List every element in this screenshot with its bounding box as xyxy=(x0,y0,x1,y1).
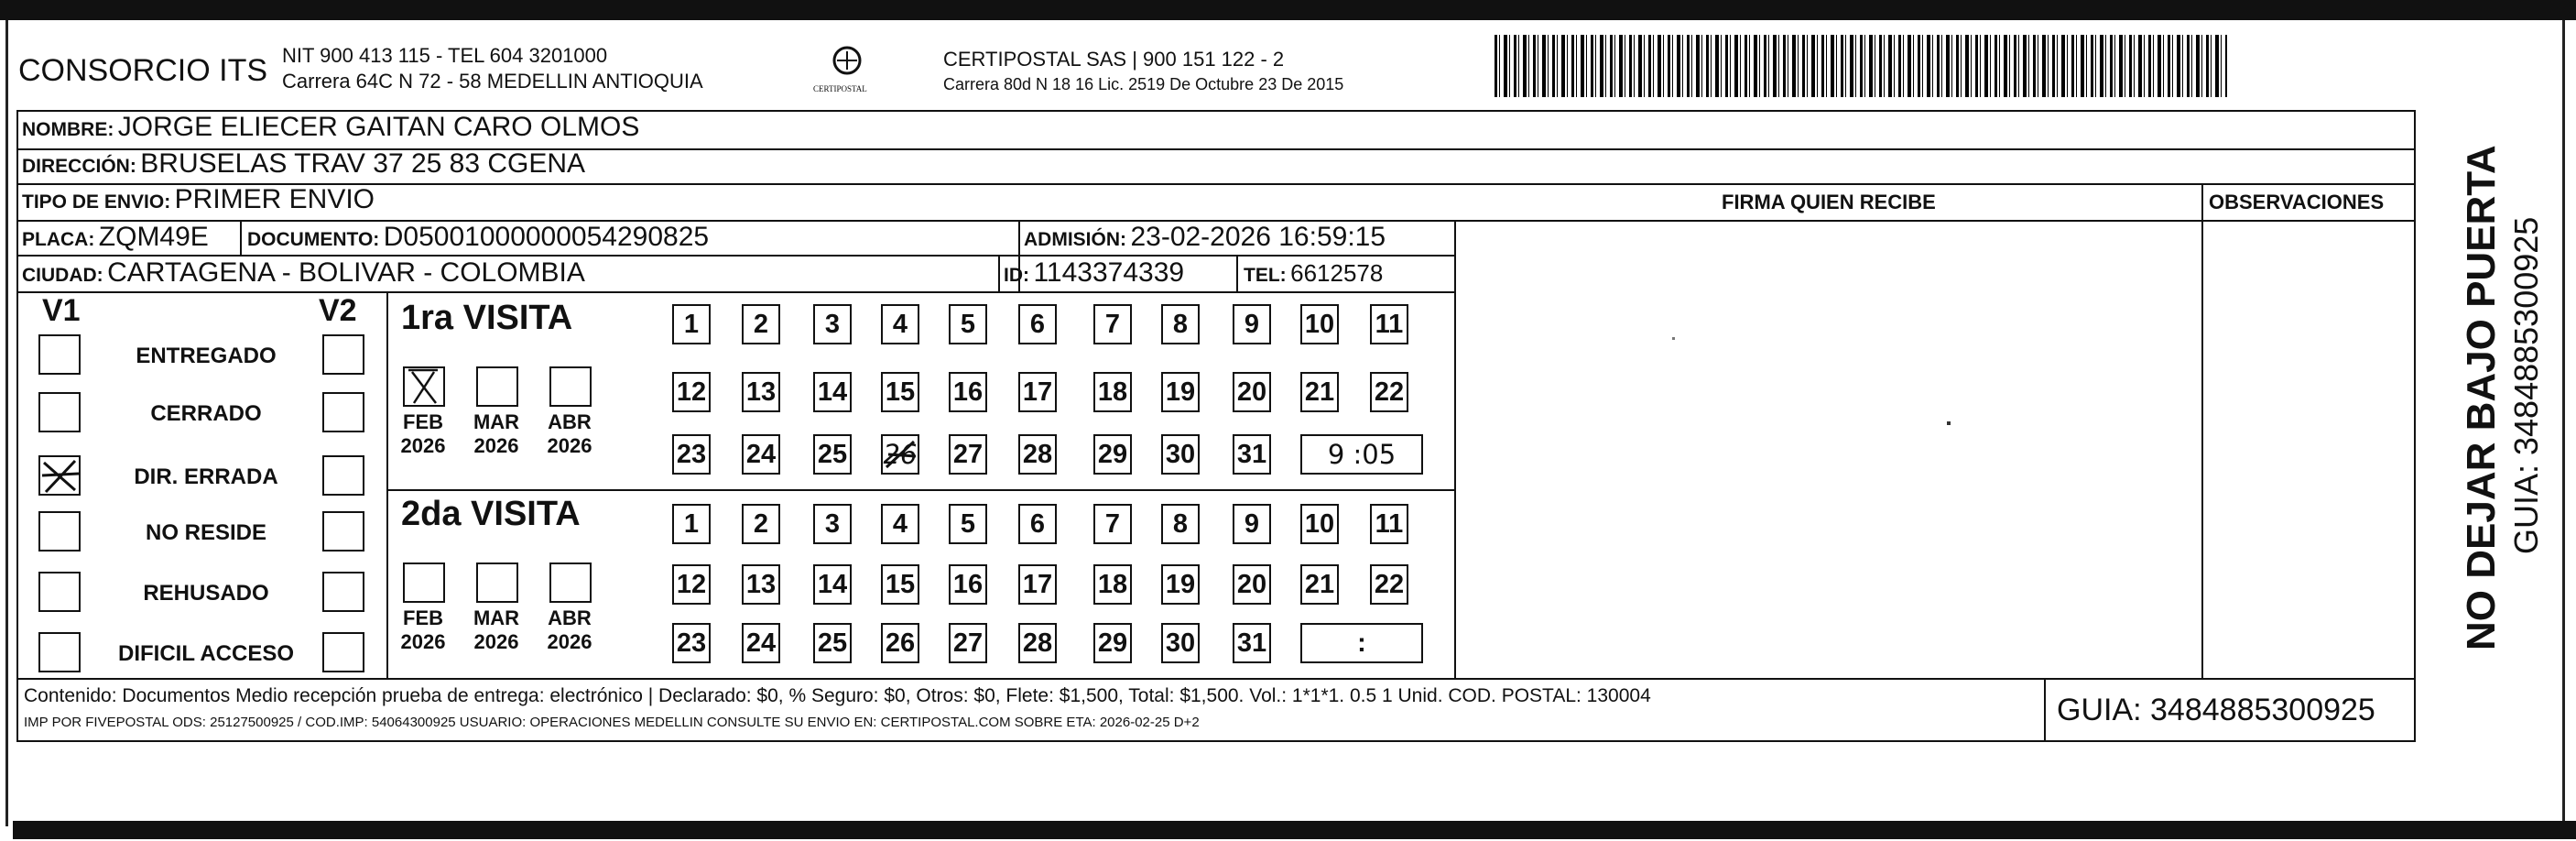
day-number: 21 xyxy=(1304,569,1335,599)
stray-mark xyxy=(1672,337,1675,340)
day-cell[interactable] xyxy=(881,434,919,475)
observaciones-label: OBSERVACIONES xyxy=(2209,191,2385,213)
day-cell[interactable] xyxy=(742,434,780,475)
day-number: 7 xyxy=(1104,309,1121,339)
day-cell[interactable] xyxy=(1370,304,1408,344)
row-line xyxy=(16,183,2416,185)
day-number: 16 xyxy=(952,569,984,599)
day-number: 31 xyxy=(1236,439,1267,469)
day-cell[interactable] xyxy=(1093,504,1132,544)
col-line xyxy=(2044,680,2046,742)
col-line xyxy=(240,220,242,255)
time-value: : xyxy=(1357,628,1366,658)
direccion-label: DIRECCIÓN: xyxy=(22,156,136,177)
day-cell[interactable] xyxy=(881,623,919,663)
v1-checkbox[interactable] xyxy=(38,632,81,672)
carrier-address: Carrera 80d N 18 16 Lic. 2519 De Octubre 23 De 2015 xyxy=(943,75,1344,93)
day-number: 24 xyxy=(745,628,777,658)
day-cell[interactable] xyxy=(1093,623,1132,663)
col-line xyxy=(1236,255,1238,291)
month-label xyxy=(469,410,524,458)
day-number: 9 xyxy=(1244,508,1260,539)
day-cell[interactable] xyxy=(1093,372,1132,412)
col-line xyxy=(2201,183,2203,678)
day-number: 2 xyxy=(753,508,769,539)
day-number: 6 xyxy=(1029,309,1046,339)
form-frame xyxy=(16,110,2416,742)
day-number: 17 xyxy=(1022,569,1053,599)
day-cell[interactable] xyxy=(1233,564,1271,605)
day-cell[interactable] xyxy=(672,304,711,344)
day-number: 22 xyxy=(1374,569,1405,599)
day-number: 12 xyxy=(676,377,707,407)
day-cell[interactable] xyxy=(1370,504,1408,544)
footer-contenido: Contenido: Documentos Medio recepción prueba de entrega: electrónico | Declarado: $0, % Seguro: $0, Otros: $0, Flete: $1,500, Total: $1,500. Vol.: 1*1*1. 0.5 1 Unid. COD. POSTAL: 130004 xyxy=(24,685,1651,706)
day-number: 3 xyxy=(824,309,841,339)
month-year: 2026 xyxy=(473,434,519,457)
day-number: 19 xyxy=(1165,569,1196,599)
day-number: 7 xyxy=(1104,508,1121,539)
v1-checkbox[interactable] xyxy=(38,455,81,496)
row-line xyxy=(16,255,1456,257)
col-line xyxy=(386,291,388,678)
month-label xyxy=(542,606,597,654)
day-number: 20 xyxy=(1236,377,1267,407)
v2-label: V2 xyxy=(319,293,357,328)
day-cell[interactable] xyxy=(742,304,780,344)
side-guia: GUIA: 3484885300925 xyxy=(2507,216,2545,554)
col-line xyxy=(2414,110,2416,742)
day-cell[interactable] xyxy=(1018,564,1057,605)
day-cell[interactable] xyxy=(949,372,987,412)
day-cell[interactable] xyxy=(672,372,711,412)
day-cell[interactable] xyxy=(742,623,780,663)
day-cell[interactable] xyxy=(742,564,780,605)
day-cell[interactable] xyxy=(742,372,780,412)
day-cell[interactable] xyxy=(1300,564,1339,605)
tel-value: 6612578 xyxy=(1290,259,1384,287)
day-number: 13 xyxy=(745,377,777,407)
day-number: 1 xyxy=(683,508,700,539)
col-line xyxy=(1454,220,1456,678)
day-cell[interactable] xyxy=(881,504,919,544)
day-number: 15 xyxy=(885,377,916,407)
day-cell[interactable] xyxy=(1300,372,1339,412)
day-number: 4 xyxy=(892,508,908,539)
company-nit: NIT 900 413 115 - TEL 604 3201000 xyxy=(282,44,608,67)
logo-caption: CERTIPOSTAL xyxy=(813,84,867,93)
day-number: 5 xyxy=(960,309,976,339)
day-number: 9 xyxy=(1244,309,1260,339)
month-checkbox-mar[interactable] xyxy=(476,562,518,603)
second-visit-title: 2da VISITA xyxy=(401,495,581,533)
v2-checkbox[interactable] xyxy=(322,455,364,496)
day-cell[interactable] xyxy=(949,304,987,344)
day-number: 14 xyxy=(817,569,848,599)
firma-label: FIRMA QUIEN RECIBE xyxy=(1722,191,1936,213)
month-name: FEB xyxy=(403,606,443,629)
day-cell[interactable] xyxy=(813,434,852,475)
day-number: 4 xyxy=(892,309,908,339)
carrier-name: CERTIPOSTAL SAS | 900 151 122 - 2 xyxy=(943,48,1285,71)
right-border xyxy=(2562,20,2565,826)
id-label: ID: xyxy=(1004,265,1029,286)
footer-guia: GUIA: 3484885300925 xyxy=(2057,693,2375,727)
status-label: REHUSADO xyxy=(143,581,269,606)
day-cell[interactable] xyxy=(1161,504,1200,544)
day-number: 27 xyxy=(952,439,984,469)
day-number: 25 xyxy=(817,628,848,658)
day-cell[interactable] xyxy=(1233,304,1271,344)
id-value: 1143374339 xyxy=(1033,257,1185,288)
day-cell[interactable] xyxy=(813,564,852,605)
direccion-value: BRUSELAS TRAV 37 25 83 CGENA xyxy=(140,148,586,179)
footer-imp: IMP POR FIVEPOSTAL ODS: 25127500925 / COD.IMP: 54064300925 USUARIO: OPERACIONES MEDELLIN CONSULTE SU ENVIO EN: CERTIPOSTAL.COM SOBRE ETA: 2026-02-25 D+2 xyxy=(24,715,1200,730)
time-field[interactable] xyxy=(1300,623,1423,663)
tipo-label: TIPO DE ENVIO: xyxy=(22,191,171,213)
company-address: Carrera 64C N 72 - 58 MEDELLIN ANTIOQUIA xyxy=(282,70,703,93)
left-border xyxy=(5,20,8,826)
time-field[interactable] xyxy=(1300,434,1423,475)
day-cell[interactable] xyxy=(949,623,987,663)
day-number: 16 xyxy=(952,377,984,407)
day-number: 31 xyxy=(1236,628,1267,658)
day-number: 23 xyxy=(676,439,707,469)
day-number: 18 xyxy=(1097,569,1128,599)
day-number-marked: 26 xyxy=(883,439,918,470)
day-cell[interactable] xyxy=(1370,564,1408,605)
v2-checkbox[interactable] xyxy=(322,334,364,375)
check-mark-icon xyxy=(405,368,443,405)
day-number: 8 xyxy=(1172,309,1189,339)
day-number: 28 xyxy=(1022,628,1053,658)
day-number: 30 xyxy=(1165,439,1196,469)
month-label xyxy=(469,606,524,654)
status-label: DIR. ERRADA xyxy=(134,464,278,489)
day-number: 23 xyxy=(676,628,707,658)
direccion-row xyxy=(22,148,585,180)
day-cell[interactable] xyxy=(813,304,852,344)
month-checkbox-feb[interactable] xyxy=(403,562,445,603)
v1-checkbox[interactable] xyxy=(38,572,81,612)
month-year: 2026 xyxy=(400,630,446,653)
day-number: 20 xyxy=(1236,569,1267,599)
day-cell[interactable] xyxy=(1093,564,1132,605)
day-cell[interactable] xyxy=(881,564,919,605)
day-cell[interactable] xyxy=(949,504,987,544)
day-cell[interactable] xyxy=(813,623,852,663)
day-number: 2 xyxy=(753,309,769,339)
day-cell[interactable] xyxy=(1161,434,1200,475)
month-year: 2026 xyxy=(547,630,592,653)
stray-mark xyxy=(1947,421,1951,425)
no-dejar-bajo-puerta: NO DEJAR BAJO PUERTA xyxy=(2459,145,2504,650)
first-visit-title: 1ra VISITA xyxy=(401,299,573,337)
day-cell[interactable] xyxy=(1233,623,1271,663)
day-cell[interactable] xyxy=(1233,504,1271,544)
v2-checkbox[interactable] xyxy=(322,572,364,612)
row-line xyxy=(386,489,1456,491)
month-label xyxy=(542,410,597,458)
day-cell[interactable] xyxy=(1093,304,1132,344)
day-cell[interactable] xyxy=(813,372,852,412)
documento-label: DOCUMENTO: xyxy=(247,229,380,250)
day-cell[interactable] xyxy=(1300,504,1339,544)
v1-label: V1 xyxy=(42,293,81,328)
day-cell[interactable] xyxy=(1018,372,1057,412)
barcode xyxy=(1495,35,2227,97)
strike-mark-icon xyxy=(883,436,918,473)
certipostal-logo xyxy=(815,40,879,104)
month-checkbox-mar[interactable] xyxy=(476,366,518,407)
day-cell[interactable] xyxy=(1161,623,1200,663)
month-label xyxy=(396,606,451,654)
tipo-value: PRIMER ENVIO xyxy=(174,184,375,214)
documento-value: D05001000000054290825 xyxy=(383,222,710,252)
v2-checkbox[interactable] xyxy=(322,632,364,672)
admision-label: ADMISIÓN: xyxy=(1024,229,1126,250)
day-cell[interactable] xyxy=(881,372,919,412)
day-number: 8 xyxy=(1172,508,1189,539)
day-number: 12 xyxy=(676,569,707,599)
status-label: DIFICIL ACCESO xyxy=(117,641,294,666)
day-cell[interactable] xyxy=(1161,564,1200,605)
day-cell[interactable] xyxy=(1018,434,1057,475)
row-line xyxy=(16,678,2416,680)
status-label: ENTREGADO xyxy=(136,344,277,368)
placa-row xyxy=(22,222,209,253)
day-number: 5 xyxy=(960,508,976,539)
month-label xyxy=(396,410,451,458)
day-number: 15 xyxy=(885,569,916,599)
month-name: MAR xyxy=(473,606,520,629)
ciudad-label: CIUDAD: xyxy=(22,265,103,286)
day-cell[interactable] xyxy=(949,434,987,475)
day-number: 29 xyxy=(1097,628,1128,658)
v2-checkbox[interactable] xyxy=(322,511,364,552)
day-number: 19 xyxy=(1165,377,1196,407)
month-year: 2026 xyxy=(547,434,592,457)
company-name: CONSORCIO ITS xyxy=(18,53,268,88)
check-mark-icon xyxy=(40,457,81,496)
day-number: 14 xyxy=(817,377,848,407)
v2-checkbox[interactable] xyxy=(322,392,364,432)
v1-checkbox[interactable] xyxy=(38,392,81,432)
nombre-row xyxy=(22,112,639,143)
day-number: 13 xyxy=(745,569,777,599)
month-checkbox-abr[interactable] xyxy=(549,562,592,603)
placa-label: PLACA: xyxy=(22,229,95,250)
day-cell[interactable] xyxy=(813,504,852,544)
top-border-bar xyxy=(0,0,2576,20)
nombre-label: NOMBRE: xyxy=(22,119,114,140)
status-label: CERRADO xyxy=(150,401,262,426)
day-cell[interactable] xyxy=(672,623,711,663)
month-name: FEB xyxy=(403,410,443,433)
tel-row xyxy=(1244,259,1383,288)
month-checkbox-feb[interactable] xyxy=(403,366,445,407)
day-number: 26 xyxy=(885,628,916,658)
admision-value: 23-02-2026 16:59:15 xyxy=(1130,222,1386,252)
ciudad-row xyxy=(22,257,585,289)
day-number: 6 xyxy=(1029,508,1046,539)
day-number: 22 xyxy=(1374,377,1405,407)
tipo-row xyxy=(22,184,375,215)
day-number: 10 xyxy=(1304,309,1335,339)
day-number: 27 xyxy=(952,628,984,658)
bottom-border-bar xyxy=(13,821,2576,839)
day-number: 24 xyxy=(745,439,777,469)
day-cell[interactable] xyxy=(1093,434,1132,475)
placa-value: ZQM49E xyxy=(98,222,209,252)
day-cell[interactable] xyxy=(1018,623,1057,663)
tel-label: TEL: xyxy=(1244,265,1287,286)
ciudad-value: CARTAGENA - BOLIVAR - COLOMBIA xyxy=(107,257,585,288)
v1-checkbox[interactable] xyxy=(38,511,81,552)
day-cell[interactable] xyxy=(881,304,919,344)
day-cell[interactable] xyxy=(672,504,711,544)
day-number: 18 xyxy=(1097,377,1128,407)
day-cell[interactable] xyxy=(1018,304,1057,344)
documento-row xyxy=(247,222,709,253)
day-number: 29 xyxy=(1097,439,1128,469)
admision-row xyxy=(1024,222,1386,253)
col-line xyxy=(998,255,1000,291)
v1-checkbox[interactable] xyxy=(38,334,81,375)
day-number: 30 xyxy=(1165,628,1196,658)
day-cell[interactable] xyxy=(1233,372,1271,412)
month-name: ABR xyxy=(548,606,592,629)
month-name: MAR xyxy=(473,410,520,433)
day-number: 11 xyxy=(1375,508,1404,539)
day-cell[interactable] xyxy=(1018,504,1057,544)
day-number: 25 xyxy=(817,439,848,469)
time-value: 9 :05 xyxy=(1327,439,1397,470)
day-cell[interactable] xyxy=(672,434,711,475)
month-year: 2026 xyxy=(473,630,519,653)
row-line xyxy=(16,291,1456,293)
id-row xyxy=(1004,257,1184,289)
month-checkbox-abr[interactable] xyxy=(549,366,592,407)
day-number: 10 xyxy=(1304,508,1335,539)
day-cell[interactable] xyxy=(672,564,711,605)
day-cell[interactable] xyxy=(1370,372,1408,412)
day-number: 28 xyxy=(1022,439,1053,469)
day-cell[interactable] xyxy=(1161,372,1200,412)
nombre-value: JORGE ELIECER GAITAN CARO OLMOS xyxy=(117,112,640,142)
day-cell[interactable] xyxy=(1233,434,1271,475)
day-cell[interactable] xyxy=(1300,304,1339,344)
month-year: 2026 xyxy=(400,434,446,457)
day-cell[interactable] xyxy=(1161,304,1200,344)
day-number: 11 xyxy=(1375,309,1404,339)
day-cell[interactable] xyxy=(949,564,987,605)
day-number: 1 xyxy=(683,309,700,339)
day-cell[interactable] xyxy=(742,504,780,544)
month-name: ABR xyxy=(548,410,592,433)
day-number: 17 xyxy=(1022,377,1053,407)
day-number: 3 xyxy=(824,508,841,539)
day-number: 21 xyxy=(1304,377,1335,407)
status-label: NO RESIDE xyxy=(145,520,267,545)
